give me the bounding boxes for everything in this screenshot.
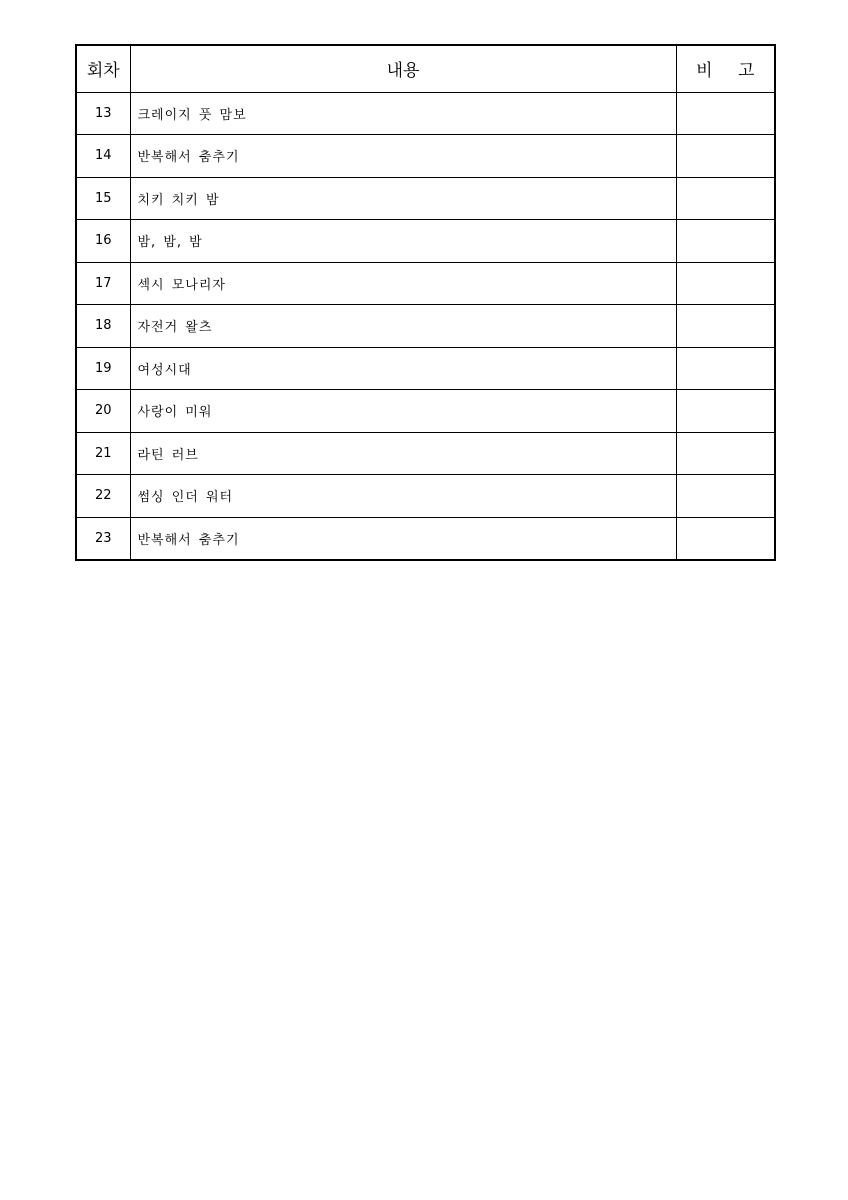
schedule-table <box>75 44 776 561</box>
header-content: 내용 <box>130 45 676 92</box>
session-content: 치키 치키 밤 <box>130 177 676 220</box>
session-note <box>676 92 775 135</box>
header-note: 비 고 <box>676 45 775 92</box>
session-number: 14 <box>76 135 130 178</box>
session-number: 21 <box>76 432 130 475</box>
session-content: 반복해서 춤추기 <box>130 517 676 560</box>
table-row <box>76 432 775 475</box>
session-number: 19 <box>76 347 130 390</box>
session-number: 15 <box>76 177 130 220</box>
table-row <box>76 390 775 433</box>
table-row <box>76 177 775 220</box>
header-session: 회차 <box>76 45 130 92</box>
session-content: 사랑이 미워 <box>130 390 676 433</box>
session-content: 크레이지 풋 맘보 <box>130 92 676 135</box>
session-note <box>676 390 775 433</box>
table-row <box>76 475 775 518</box>
session-content: 섹시 모나리자 <box>130 262 676 305</box>
session-number: 17 <box>76 262 130 305</box>
table-row <box>76 135 775 178</box>
session-content: 라틴 러브 <box>130 432 676 475</box>
session-note <box>676 305 775 348</box>
table-row <box>76 305 775 348</box>
session-number: 22 <box>76 475 130 518</box>
session-note <box>676 220 775 263</box>
session-note <box>676 475 775 518</box>
session-content: 밤, 밤, 밤 <box>130 220 676 263</box>
session-content: 썸싱 인더 워터 <box>130 475 676 518</box>
table-row <box>76 347 775 390</box>
session-note <box>676 347 775 390</box>
table-row <box>76 262 775 305</box>
session-note <box>676 517 775 560</box>
table-row <box>76 517 775 560</box>
session-number: 20 <box>76 390 130 433</box>
session-content: 여성시대 <box>130 347 676 390</box>
session-number: 23 <box>76 517 130 560</box>
session-content: 자전거 왈츠 <box>130 305 676 348</box>
session-number: 18 <box>76 305 130 348</box>
table-row <box>76 92 775 135</box>
session-number: 13 <box>76 92 130 135</box>
session-content: 반복해서 춤추기 <box>130 135 676 178</box>
session-number: 16 <box>76 220 130 263</box>
session-note <box>676 177 775 220</box>
table-row <box>76 220 775 263</box>
table-header-row <box>76 45 775 92</box>
session-note <box>676 262 775 305</box>
session-note <box>676 432 775 475</box>
session-note <box>676 135 775 178</box>
